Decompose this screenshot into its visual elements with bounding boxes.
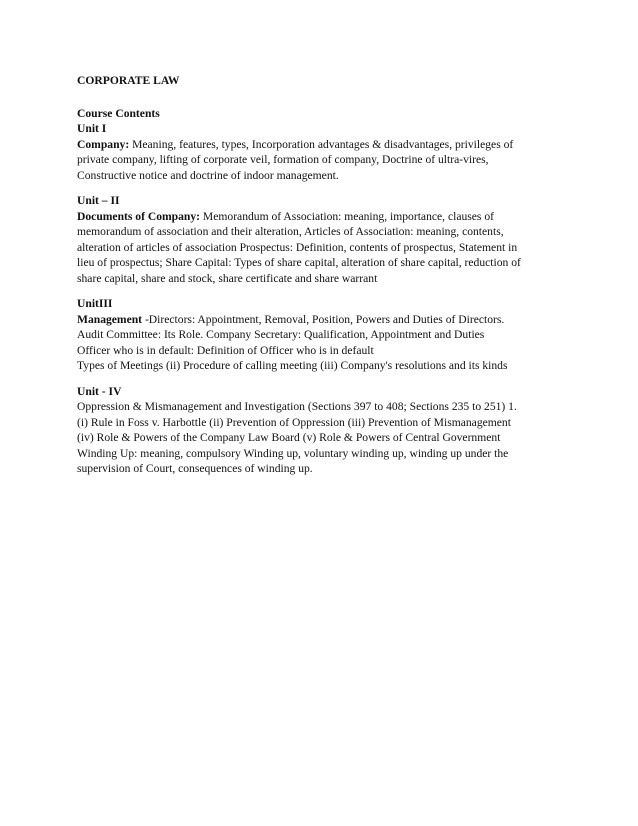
unit-1-heading: Unit I [77, 122, 107, 135]
unit-4-line-2: (i) Rule in Foss v. Harbottle (ii) Prevention of Oppression (iii) Prevention of Mismanagement [77, 415, 511, 429]
unit-2-line-1-text: Memorandum of Association: meaning, importance, clauses of [200, 209, 494, 223]
document-title: CORPORATE LAW [77, 74, 180, 87]
unit-4-heading: Unit - IV [77, 384, 122, 398]
unit-2-line-2: memorandum of association and their alteration, Articles of Association: meaning, contents, [77, 225, 504, 238]
unit-2-line-5: share capital, share and stock, share certificate and share warrant [77, 271, 378, 285]
unit-3-content [77, 312, 565, 374]
unit-1-line-3: Constructive notice and doctrine of indoor management. [77, 168, 339, 182]
company-label: Company: [77, 137, 130, 151]
unit-3-heading: UnitIII [77, 297, 113, 310]
unit-1-line-2: private company, lifting of corporate veil, formation of company, Doctrine of ultra-vires, [77, 153, 489, 166]
unit-2-content [77, 209, 565, 287]
unit-2-heading: Unit – II [77, 194, 120, 207]
unit-4-line-4: Winding Up: meaning, compulsory Winding up, voluntary winding up, winding up under the [77, 446, 509, 460]
unit-1-content [77, 137, 565, 184]
unit-1-line-1-text: Meaning, features, types, Incorporation advantages & disadvantages, privileges of [129, 137, 514, 151]
unit-4-section [77, 384, 565, 477]
unit-2-line-1 [77, 209, 565, 225]
management-label: Management [77, 312, 143, 326]
unit-3-line-4: Types of Meetings (ii) Procedure of calling meeting (iii) Company's resolutions and its kinds [77, 359, 508, 372]
unit-2-line-3: alteration of articles of association Prospectus: Definition, contents of prospectus, Statement in [77, 240, 518, 254]
unit-3-line-1-text: -Directors: Appointment, Removal, Position, Powers and Duties of Directors. [142, 312, 505, 326]
unit-4-line-5: supervision of Court, consequences of winding up. [77, 462, 313, 475]
unit-3-line-1 [77, 312, 565, 328]
unit-3-line-2: Audit Committee: Its Role. Company Secretary: Qualification, Appointment and Duties [77, 328, 485, 341]
unit-3-line-3: Officer who is in default: Definition of Officer who is in default [77, 343, 374, 357]
documents-of-company-label: Documents of Company: [77, 209, 201, 223]
unit-1-section [77, 121, 565, 183]
course-contents-heading: Course Contents [77, 106, 160, 120]
unit-4-content [77, 399, 565, 477]
unit-2-section [77, 193, 565, 286]
unit-4-line-1: Oppression & Mismanagement and Investigation (Sections 397 to 408; Sections 235 to 251) 1. [77, 400, 517, 413]
unit-2-line-4: lieu of prospectus; Share Capital: Types of share capital, alteration of share capital, reduction of [77, 256, 521, 269]
document-body [77, 73, 565, 487]
unit-3-section [77, 296, 565, 374]
unit-1-line-1 [77, 137, 565, 153]
unit-4-line-3: (iv) Role & Powers of the Company Law Board (v) Role & Powers of Central Government [77, 431, 501, 444]
